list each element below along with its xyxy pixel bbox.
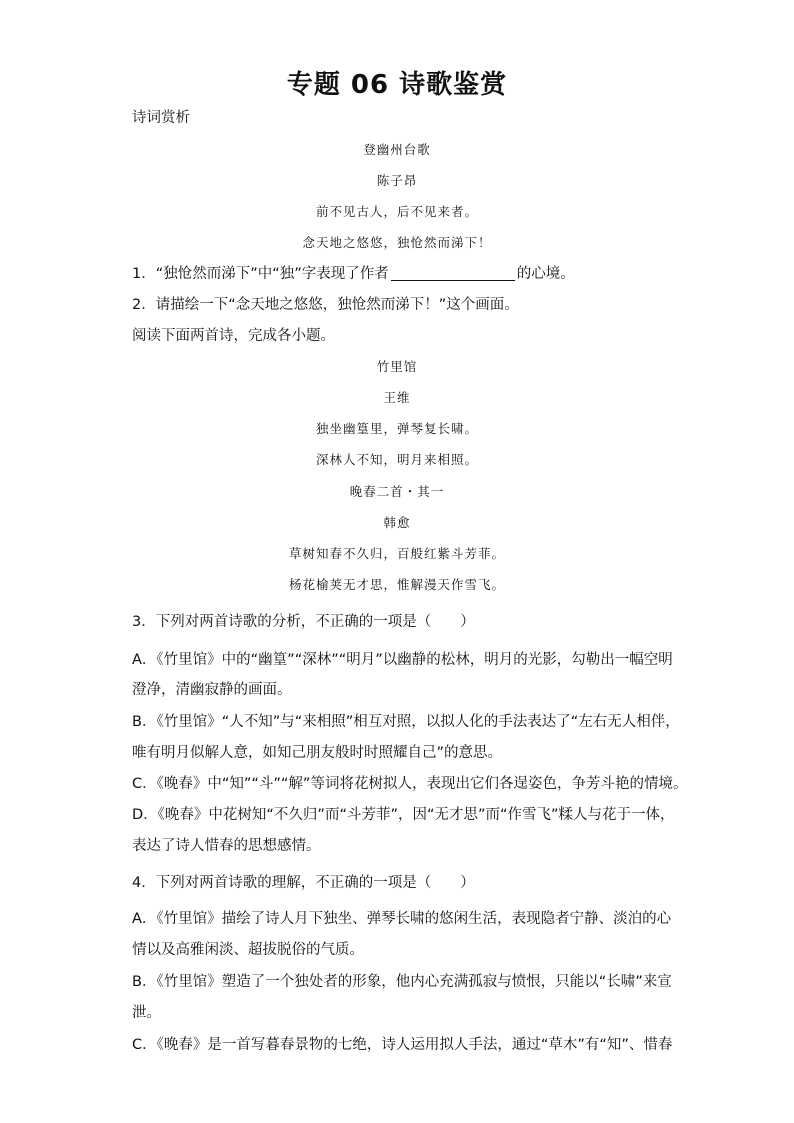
- question-3-stem: 3．下列对两首诗歌的分析，不正确的一项是（ ）: [132, 614, 475, 630]
- poem1-title: 登幽州台歌: [363, 142, 431, 157]
- question-1-suffix: 的心境。: [516, 266, 575, 282]
- answer-blank: [391, 264, 515, 281]
- question-4-stem: 4．下列对两首诗歌的理解，不正确的一项是（ ）: [132, 875, 475, 891]
- question-4-option-a: A．《竹里馆》描绘了诗人月下独坐、弹琴长啸的悠闲生活，表现隐者宁静、淡泊的心: [132, 911, 672, 927]
- question-3-option-d: D．《晚春》中花树知“不久归”而“斗芳菲”，因“无才思”而“作雪飞”糅人与花于一体，: [132, 807, 675, 823]
- page-title: 专题 06 诗歌鉴赏: [286, 70, 508, 100]
- section-label: 诗词赏析: [132, 110, 190, 126]
- poem1-author: 陈子昂: [376, 173, 418, 188]
- poem1-line-2: 念天地之悠悠，独怆然而涕下！: [302, 235, 492, 250]
- question-1-text: 1．“独怆然而涕下”中“独”字表现了作者: [132, 266, 389, 282]
- poem2-title: 竹里馆: [376, 359, 418, 374]
- question-4-option-c: C．《晚春》是一首写暮春景物的七绝，诗人运用拟人手法，通过“草木”有“知”、惜春: [132, 1037, 673, 1053]
- question-1: [132, 264, 672, 284]
- question-2: 2．请描绘一下“念天地之悠悠，独怆然而涕下！”这个画面。: [132, 297, 519, 313]
- poem3-author: 韩愈: [383, 515, 411, 530]
- question-3-option-b: B．《竹里馆》“人不知”与“来相照”相互对照，以拟人化的手法表达了“左右无人相伴，: [132, 714, 680, 730]
- question-4-option-a-cont: 情以及高雅闲淡、超拔脱俗的气质。: [132, 942, 364, 958]
- question-4-option-b: B．《竹里馆》塑造了一个独处者的形象，他内心充满孤寂与愤恨，只能以“长啸”来宣: [132, 974, 672, 990]
- poem2-author: 王维: [383, 390, 411, 405]
- poem1-line-1: 前不见古人，后不见来者。: [315, 204, 478, 219]
- question-3-option-a-cont: 澄净，清幽寂静的画面。: [132, 682, 292, 698]
- question-3-option-a: A．《竹里馆》中的“幽篁”“深林”“明月”以幽静的松林，明月的光影，勾勒出一幅空明: [132, 652, 673, 668]
- question-3-option-d-cont: 表达了诗人惜春的思想感情。: [132, 838, 321, 854]
- question-4-option-b-cont: 泄。: [132, 1005, 161, 1021]
- question-3-option-c: C．《晚春》中“知”“斗”“解”等词将花树拟人，表现出它们各逞姿色，争芳斗艳的情境。: [132, 776, 688, 792]
- poem3-title: 晚春二首・其一: [349, 484, 445, 499]
- poem2-line-2: 深林人不知，明月来相照。: [315, 452, 478, 467]
- reading-intro: 阅读下面两首诗，完成各小题。: [132, 328, 335, 344]
- poem3-line-2: 杨花榆荚无才思，惟解漫天作雪飞。: [288, 577, 505, 592]
- poem2-line-1: 独坐幽篁里，弹琴复长啸。: [315, 421, 478, 436]
- question-3-option-b-cont: 唯有明月似解人意，如知己朋友般时时照耀自己”的意思。: [132, 745, 503, 761]
- poem3-line-1: 草树知春不久归，百般红紫斗芳菲。: [288, 546, 505, 561]
